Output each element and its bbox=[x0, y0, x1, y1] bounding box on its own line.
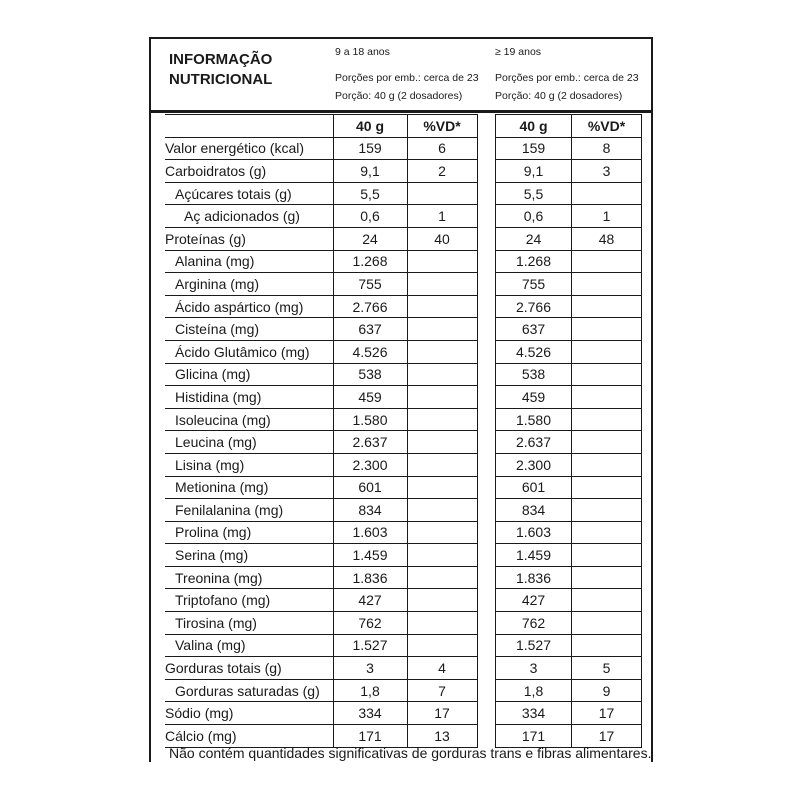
nutrient-label: Arginina (mg) bbox=[165, 273, 333, 296]
vd-cell bbox=[407, 521, 477, 544]
table-row bbox=[496, 634, 642, 657]
column-header-row bbox=[165, 115, 477, 138]
amount-cell: 4.526 bbox=[333, 340, 407, 363]
nutrition-table-group-2 bbox=[495, 114, 642, 748]
amount-cell: 24 bbox=[496, 227, 572, 250]
table-row bbox=[165, 340, 477, 363]
table-row bbox=[165, 386, 477, 409]
table-row bbox=[165, 521, 477, 544]
nutrient-label: Histidina (mg) bbox=[165, 386, 333, 409]
footer-note: Não contém quantidades significativas de gorduras trans e fibras alimentares. bbox=[169, 745, 652, 761]
table-row bbox=[496, 453, 642, 476]
table-row bbox=[165, 589, 477, 612]
amount-cell: 2.300 bbox=[496, 453, 572, 476]
amount-cell: 1.459 bbox=[333, 544, 407, 567]
table-row bbox=[165, 679, 477, 702]
amount-cell: 834 bbox=[333, 499, 407, 522]
amount-cell: 2.766 bbox=[496, 295, 572, 318]
vd-cell bbox=[407, 634, 477, 657]
amount-cell: 538 bbox=[496, 363, 572, 386]
table-row bbox=[165, 160, 477, 183]
nutrient-label: Gorduras saturadas (g) bbox=[165, 679, 333, 702]
amount-cell: 1.580 bbox=[496, 408, 572, 431]
amount-cell: 4.526 bbox=[496, 340, 572, 363]
vd-cell bbox=[572, 453, 642, 476]
table-row bbox=[165, 476, 477, 499]
amount-cell: 9,1 bbox=[333, 160, 407, 183]
label-header-cell bbox=[165, 115, 333, 138]
amount-cell: 3 bbox=[496, 657, 572, 680]
amount-cell: 2.637 bbox=[496, 431, 572, 454]
amount-cell: 2.300 bbox=[333, 453, 407, 476]
vd-cell: 40 bbox=[407, 227, 477, 250]
vd-cell bbox=[407, 566, 477, 589]
vd-cell bbox=[572, 499, 642, 522]
vd-cell: 2 bbox=[407, 160, 477, 183]
vd-cell: 17 bbox=[572, 702, 642, 725]
column-header-row bbox=[496, 115, 642, 138]
vd-cell bbox=[572, 295, 642, 318]
amount-cell: 171 bbox=[496, 725, 572, 748]
vd-cell bbox=[572, 476, 642, 499]
table-row bbox=[165, 205, 477, 228]
vd-cell bbox=[572, 589, 642, 612]
table-row bbox=[496, 657, 642, 680]
vd-cell: 9 bbox=[572, 679, 642, 702]
vd-cell bbox=[407, 431, 477, 454]
nutrient-label: Ácido aspártico (mg) bbox=[165, 295, 333, 318]
table-row bbox=[496, 544, 642, 567]
table-row bbox=[496, 363, 642, 386]
vd-cell bbox=[572, 408, 642, 431]
table-row bbox=[496, 679, 642, 702]
amount-cell: 459 bbox=[496, 386, 572, 409]
amount-cell: 9,1 bbox=[496, 160, 572, 183]
amount-cell: 171 bbox=[333, 725, 407, 748]
table-row bbox=[496, 295, 642, 318]
header-divider bbox=[151, 110, 651, 113]
nutrient-label: Prolina (mg) bbox=[165, 521, 333, 544]
amount-cell: 755 bbox=[496, 273, 572, 296]
table-row bbox=[165, 363, 477, 386]
amount-cell: 538 bbox=[333, 363, 407, 386]
amount-cell: 334 bbox=[496, 702, 572, 725]
table-row bbox=[165, 318, 477, 341]
vd-cell bbox=[407, 273, 477, 296]
table-row bbox=[165, 227, 477, 250]
vd-cell bbox=[572, 340, 642, 363]
table-row bbox=[165, 431, 477, 454]
group2-portion: Porção: 40 g (2 dosadores) bbox=[495, 90, 623, 102]
table-row bbox=[165, 273, 477, 296]
amount-cell: 637 bbox=[496, 318, 572, 341]
table-row bbox=[496, 250, 642, 273]
nutrient-label: Metionina (mg) bbox=[165, 476, 333, 499]
vd-cell: 7 bbox=[407, 679, 477, 702]
table-row bbox=[496, 137, 642, 160]
amount-cell: 1.836 bbox=[496, 566, 572, 589]
vd-cell bbox=[572, 250, 642, 273]
vd-cell: 17 bbox=[572, 725, 642, 748]
table-row bbox=[165, 453, 477, 476]
nutrient-label: Tirosina (mg) bbox=[165, 612, 333, 635]
nutrient-label: Lisina (mg) bbox=[165, 453, 333, 476]
table-row bbox=[496, 431, 642, 454]
vd-header: %VD* bbox=[572, 115, 642, 138]
table-row bbox=[165, 137, 477, 160]
vd-cell bbox=[407, 612, 477, 635]
amount-cell: 1.459 bbox=[496, 544, 572, 567]
vd-cell: 48 bbox=[572, 227, 642, 250]
nutrient-label: Valor energético (kcal) bbox=[165, 137, 333, 160]
vd-cell bbox=[572, 431, 642, 454]
amount-cell: 5,5 bbox=[333, 182, 407, 205]
vd-header: %VD* bbox=[407, 115, 477, 138]
amount-cell: 601 bbox=[496, 476, 572, 499]
vd-cell bbox=[407, 182, 477, 205]
table-row bbox=[165, 295, 477, 318]
vd-cell: 1 bbox=[572, 205, 642, 228]
vd-cell bbox=[407, 363, 477, 386]
table-row bbox=[165, 612, 477, 635]
nutrient-label: Proteínas (g) bbox=[165, 227, 333, 250]
nutrient-label: Triptofano (mg) bbox=[165, 589, 333, 612]
nutrient-label: Isoleucina (mg) bbox=[165, 408, 333, 431]
amount-header: 40 g bbox=[333, 115, 407, 138]
vd-cell bbox=[407, 295, 477, 318]
table-row bbox=[496, 702, 642, 725]
vd-cell: 6 bbox=[407, 137, 477, 160]
table-row bbox=[496, 182, 642, 205]
amount-cell: 834 bbox=[496, 499, 572, 522]
nutrient-label: Serina (mg) bbox=[165, 544, 333, 567]
amount-cell: 755 bbox=[333, 273, 407, 296]
group2-age: ≥ 19 anos bbox=[495, 46, 542, 58]
amount-header: 40 g bbox=[496, 115, 572, 138]
amount-cell: 5,5 bbox=[496, 182, 572, 205]
vd-cell bbox=[407, 499, 477, 522]
amount-cell: 0,6 bbox=[333, 205, 407, 228]
nutrition-table-group-1 bbox=[165, 114, 478, 748]
group1-servings: Porções por emb.: cerca de 23 bbox=[335, 72, 479, 84]
table-row bbox=[496, 521, 642, 544]
nutrient-label: Glicina (mg) bbox=[165, 363, 333, 386]
amount-cell: 334 bbox=[333, 702, 407, 725]
vd-cell: 1 bbox=[407, 205, 477, 228]
table-row bbox=[165, 634, 477, 657]
vd-cell bbox=[407, 476, 477, 499]
table-row bbox=[165, 250, 477, 273]
amount-cell: 459 bbox=[333, 386, 407, 409]
amount-cell: 1.268 bbox=[496, 250, 572, 273]
vd-cell bbox=[407, 340, 477, 363]
table-row bbox=[496, 612, 642, 635]
nutrient-label: Leucina (mg) bbox=[165, 431, 333, 454]
vd-cell bbox=[407, 386, 477, 409]
nutrient-label: Cálcio (mg) bbox=[165, 725, 333, 748]
amount-cell: 637 bbox=[333, 318, 407, 341]
nutrient-label: Fenilalanina (mg) bbox=[165, 499, 333, 522]
table-row bbox=[496, 227, 642, 250]
vd-cell bbox=[407, 589, 477, 612]
vd-cell bbox=[572, 182, 642, 205]
amount-cell: 1.527 bbox=[496, 634, 572, 657]
amount-cell: 1,8 bbox=[333, 679, 407, 702]
amount-cell: 1.527 bbox=[333, 634, 407, 657]
vd-cell bbox=[407, 318, 477, 341]
table-row bbox=[496, 566, 642, 589]
vd-cell bbox=[407, 408, 477, 431]
amount-cell: 159 bbox=[496, 137, 572, 160]
vd-cell bbox=[572, 634, 642, 657]
nutrient-label: Carboidratos (g) bbox=[165, 160, 333, 183]
title-line-1: INFORMAÇÃO bbox=[169, 51, 273, 68]
nutrient-label: Aç adicionados (g) bbox=[165, 205, 333, 228]
amount-cell: 601 bbox=[333, 476, 407, 499]
table-row bbox=[496, 589, 642, 612]
vd-cell: 17 bbox=[407, 702, 477, 725]
nutrient-label: Treonina (mg) bbox=[165, 566, 333, 589]
vd-cell: 8 bbox=[572, 137, 642, 160]
vd-cell: 3 bbox=[572, 160, 642, 183]
panel-title bbox=[169, 50, 272, 90]
nutrition-facts-panel bbox=[149, 37, 653, 762]
amount-cell: 2.766 bbox=[333, 295, 407, 318]
table-row bbox=[496, 273, 642, 296]
vd-cell bbox=[572, 544, 642, 567]
table-row bbox=[165, 544, 477, 567]
nutrient-label: Cisteína (mg) bbox=[165, 318, 333, 341]
amount-cell: 2.637 bbox=[333, 431, 407, 454]
table-row bbox=[496, 160, 642, 183]
vd-cell: 13 bbox=[407, 725, 477, 748]
nutrient-label: Ácido Glutâmico (mg) bbox=[165, 340, 333, 363]
amount-cell: 1.268 bbox=[333, 250, 407, 273]
amount-cell: 1.603 bbox=[496, 521, 572, 544]
table-row bbox=[165, 499, 477, 522]
vd-cell: 4 bbox=[407, 657, 477, 680]
vd-cell bbox=[407, 453, 477, 476]
amount-cell: 762 bbox=[333, 612, 407, 635]
nutrient-label: Gorduras totais (g) bbox=[165, 657, 333, 680]
amount-cell: 1.836 bbox=[333, 566, 407, 589]
table-row bbox=[165, 566, 477, 589]
table-row bbox=[496, 205, 642, 228]
table-row bbox=[165, 702, 477, 725]
table-row bbox=[496, 408, 642, 431]
vd-cell bbox=[407, 544, 477, 567]
amount-cell: 1,8 bbox=[496, 679, 572, 702]
vd-cell bbox=[572, 521, 642, 544]
title-line-2: NUTRICIONAL bbox=[169, 71, 273, 88]
table-row bbox=[165, 657, 477, 680]
table-row bbox=[496, 340, 642, 363]
vd-cell bbox=[572, 273, 642, 296]
group2-servings: Porções por emb.: cerca de 23 bbox=[495, 72, 639, 84]
amount-cell: 427 bbox=[496, 589, 572, 612]
table-row bbox=[496, 318, 642, 341]
table-row bbox=[496, 476, 642, 499]
group1-portion: Porção: 40 g (2 dosadores) bbox=[335, 90, 463, 102]
amount-cell: 24 bbox=[333, 227, 407, 250]
nutrient-label: Açúcares totais (g) bbox=[165, 182, 333, 205]
vd-cell: 5 bbox=[572, 657, 642, 680]
amount-cell: 159 bbox=[333, 137, 407, 160]
table-row bbox=[165, 182, 477, 205]
vd-cell bbox=[407, 250, 477, 273]
vd-cell bbox=[572, 318, 642, 341]
vd-cell bbox=[572, 363, 642, 386]
amount-cell: 427 bbox=[333, 589, 407, 612]
group1-age: 9 a 18 anos bbox=[335, 46, 390, 58]
nutrient-label: Valina (mg) bbox=[165, 634, 333, 657]
amount-cell: 3 bbox=[333, 657, 407, 680]
nutrient-label: Alanina (mg) bbox=[165, 250, 333, 273]
nutrient-label: Sódio (mg) bbox=[165, 702, 333, 725]
amount-cell: 1.603 bbox=[333, 521, 407, 544]
table-row bbox=[496, 499, 642, 522]
vd-cell bbox=[572, 612, 642, 635]
table-row bbox=[496, 386, 642, 409]
vd-cell bbox=[572, 386, 642, 409]
amount-cell: 0,6 bbox=[496, 205, 572, 228]
amount-cell: 1.580 bbox=[333, 408, 407, 431]
table-row bbox=[165, 408, 477, 431]
amount-cell: 762 bbox=[496, 612, 572, 635]
vd-cell bbox=[572, 566, 642, 589]
